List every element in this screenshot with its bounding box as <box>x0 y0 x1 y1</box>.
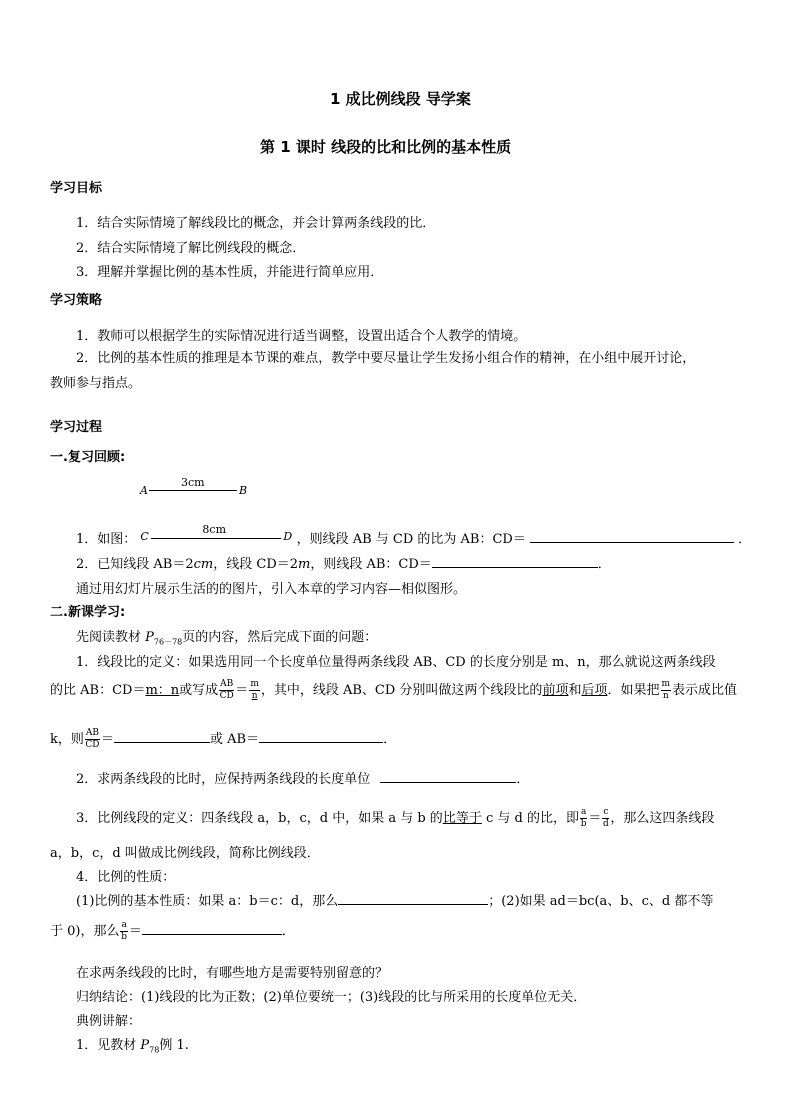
definition-1-or-write: 或写成 <box>179 683 219 698</box>
equal-ratio-phrase: 比等于 <box>442 811 482 826</box>
k-equals: ＝ <box>101 732 115 747</box>
segment-cd-figure <box>140 523 293 543</box>
fraction-a-b-prop <box>120 920 127 943</box>
fraction-denominator: b <box>121 932 128 942</box>
fraction-m-n <box>249 679 260 702</box>
point-d-label: D <box>283 530 293 543</box>
property-2-prefix: 于 0)，那么 <box>50 924 120 939</box>
reading-prefix: 先阅读教材 <box>76 630 146 645</box>
definition-1-ratio-value: 表示成比值 <box>672 683 738 698</box>
question-1-prefix: 1．如图： <box>76 532 137 547</box>
fraction-denominator: CD <box>219 691 234 701</box>
question-2-part-a: 2．已知线段 AB＝2 <box>76 557 194 572</box>
fraction-numerator: m <box>661 679 671 689</box>
unit-m: m <box>298 557 311 572</box>
properties-heading: 4．比例的性质： <box>76 870 176 885</box>
answer-blank-property-2[interactable] <box>142 923 282 935</box>
page-ref-range: 76－78 <box>153 637 183 647</box>
definition-3-mid: c 与 d 的比，即 <box>481 811 579 826</box>
question-2-part-c: ，则线段 AB：CD＝ <box>310 557 432 572</box>
definition-1-if: ．如果把 <box>607 683 660 698</box>
point-a-label: A <box>140 484 148 497</box>
question-1 <box>76 523 752 547</box>
definition-1-line-2 <box>50 679 737 702</box>
term-antecedent: 前项 <box>542 683 569 698</box>
answer-blank-ratio-k[interactable] <box>114 731 210 743</box>
term-consequent: 后项 <box>581 683 608 698</box>
answer-blank-property-1[interactable] <box>338 893 488 905</box>
property-2-text: ；(2)如果 ad＝bc(a、b、c、d 都不等 <box>488 894 714 909</box>
example-page-number: 78 <box>149 1045 160 1055</box>
goal-item-3: 3．理解并掌握比例的基本性质，并能进行简单应用． <box>76 265 384 280</box>
fraction-denominator: n <box>251 691 258 701</box>
conclusion: 归纳结论：(1)线段的比为正数；(2)单位要统一；(3)线段的比与所采用的长度单位无关． <box>76 990 587 1005</box>
page-subtitle: 第 1 课时 线段的比和比例的基本性质 <box>260 138 512 156</box>
example-heading: 典例讲解： <box>76 1014 142 1029</box>
strategy-heading: 学习策略 <box>50 293 103 308</box>
ratio-value-question <box>50 728 396 751</box>
goal-item-2: 2．结合实际情境了解比例线段的概念． <box>76 241 306 256</box>
new-lesson-heading: 二.新课学习: <box>50 605 126 620</box>
fraction-numerator: c <box>603 807 609 817</box>
question-1-text: ，则线段 AB 与 CD 的比为 AB：CD＝ <box>296 532 526 547</box>
question-1-end: ． <box>738 532 752 547</box>
fraction-a-b <box>580 807 587 830</box>
equals-sign: ＝ <box>235 683 249 698</box>
example-1-prefix: 1．见教材 <box>76 1038 141 1053</box>
goals-heading: 学习目标 <box>50 181 103 196</box>
segment-ab-length: 3cm <box>181 476 205 489</box>
fraction-ab-cd-k <box>85 728 100 751</box>
strategy-item-2-line-2: 教师参与指点。 <box>50 376 142 391</box>
reading-suffix: 页的内容，然后完成下面的问题： <box>182 630 378 645</box>
intro-slideshow-note: 通过用幻灯片展示生活的的图片，引入本章的学习内容—相似图形。 <box>76 582 467 597</box>
definition-1-line-1: 1．线段比的定义：如果选用同一个长度单位量得两条线段 AB、CD 的长度分别是 m、n，那么就说这两条线段 <box>76 655 716 670</box>
page-title: 1 成比例线段 导学案 <box>330 90 471 108</box>
definition-1-prefix: 的比 AB：CD＝ <box>50 683 146 698</box>
segment-cd-length: 8cm <box>202 523 227 536</box>
process-heading: 学习过程 <box>50 420 103 435</box>
example-page-p: P <box>140 1038 150 1053</box>
example-1-suffix: 例 1. <box>159 1038 189 1053</box>
fraction-numerator: AB <box>85 728 100 738</box>
definition-3-line-1 <box>76 807 714 830</box>
equals-sign: ＝ <box>588 811 602 826</box>
property-2-line-2 <box>50 920 295 943</box>
fraction-numerator: AB <box>220 679 234 689</box>
property-1 <box>76 890 713 909</box>
and-text: 和 <box>568 683 582 698</box>
definition-1-terms: ，其中，线段 AB、CD 分别叫做这两个线段比的 <box>260 683 543 698</box>
answer-blank-ratio-2[interactable] <box>432 556 598 568</box>
definition-3-prefix: 3．比例线段的定义：四条线段 a，b，c，d 中，如果 a 与 b 的 <box>76 811 443 826</box>
unit-question-text: 2．求两条线段的比时，应保持两条线段的长度单位 <box>76 772 371 787</box>
fraction-c-d <box>602 807 609 830</box>
reading-instruction <box>76 626 377 648</box>
k-or-ab: 或 AB＝ <box>210 732 260 747</box>
review-heading: 一.复习回顾: <box>50 450 126 465</box>
strategy-item-2-line-1: 2．比例的基本性质的推理是本节课的难点，教学中要尽量让学生发扬小组合作的精神，在小组中展开讨论， <box>76 351 696 366</box>
fraction-numerator: m <box>250 679 259 689</box>
attention-question: 在求两条线段的比时，有哪些地方是需要特别留意的？ <box>76 966 389 981</box>
answer-blank-ratio-1[interactable] <box>530 531 734 543</box>
unit-cm: cm <box>193 557 214 572</box>
goal-item-1: 1．结合实际情境了解线段比的概念，并会计算两条线段的比． <box>76 216 436 231</box>
fraction-denominator: b <box>580 819 587 829</box>
strategy-item-1: 1．教师可以根据学生的实际情况进行适当调整，设置出适合个人教学的情境。 <box>76 329 527 344</box>
ratio-mn: m：n <box>145 683 180 698</box>
example-1 <box>76 1034 189 1055</box>
unit-question <box>76 768 529 787</box>
k-prefix: k，则 <box>50 732 84 747</box>
question-2-end: ． <box>597 557 611 572</box>
segment-cd-line <box>151 538 281 539</box>
fraction-ab-cd <box>219 679 234 702</box>
point-c-label: C <box>140 530 149 543</box>
fraction-numerator: a <box>580 807 587 817</box>
property-2-equals: ＝ <box>128 924 142 939</box>
page-ref-p: P <box>145 630 154 645</box>
definition-3-suffix: ，那么这四条线段 <box>610 811 715 826</box>
unit-question-end: ． <box>516 772 530 787</box>
property-1-text: (1)比例的基本性质：如果 a：b＝c：d，那么 <box>76 894 339 909</box>
answer-blank-unit[interactable] <box>380 771 516 783</box>
segment-ab-line <box>149 490 237 491</box>
definition-3-line-2: a，b，c，d 叫做成比例线段，简称比例线段． <box>50 846 320 861</box>
fraction-numerator: a <box>121 920 127 930</box>
fraction-denominator: CD <box>85 740 100 750</box>
fraction-m-n-small <box>661 679 672 702</box>
fraction-denominator: d <box>603 819 609 829</box>
k-end: ． <box>383 732 397 747</box>
answer-blank-ab[interactable] <box>259 731 383 743</box>
question-2-part-b: ，线段 CD＝2 <box>213 557 299 572</box>
question-2 <box>76 553 611 572</box>
property-2-end: ． <box>281 924 295 939</box>
fraction-denominator: n <box>662 691 669 701</box>
point-b-label: B <box>239 484 248 497</box>
